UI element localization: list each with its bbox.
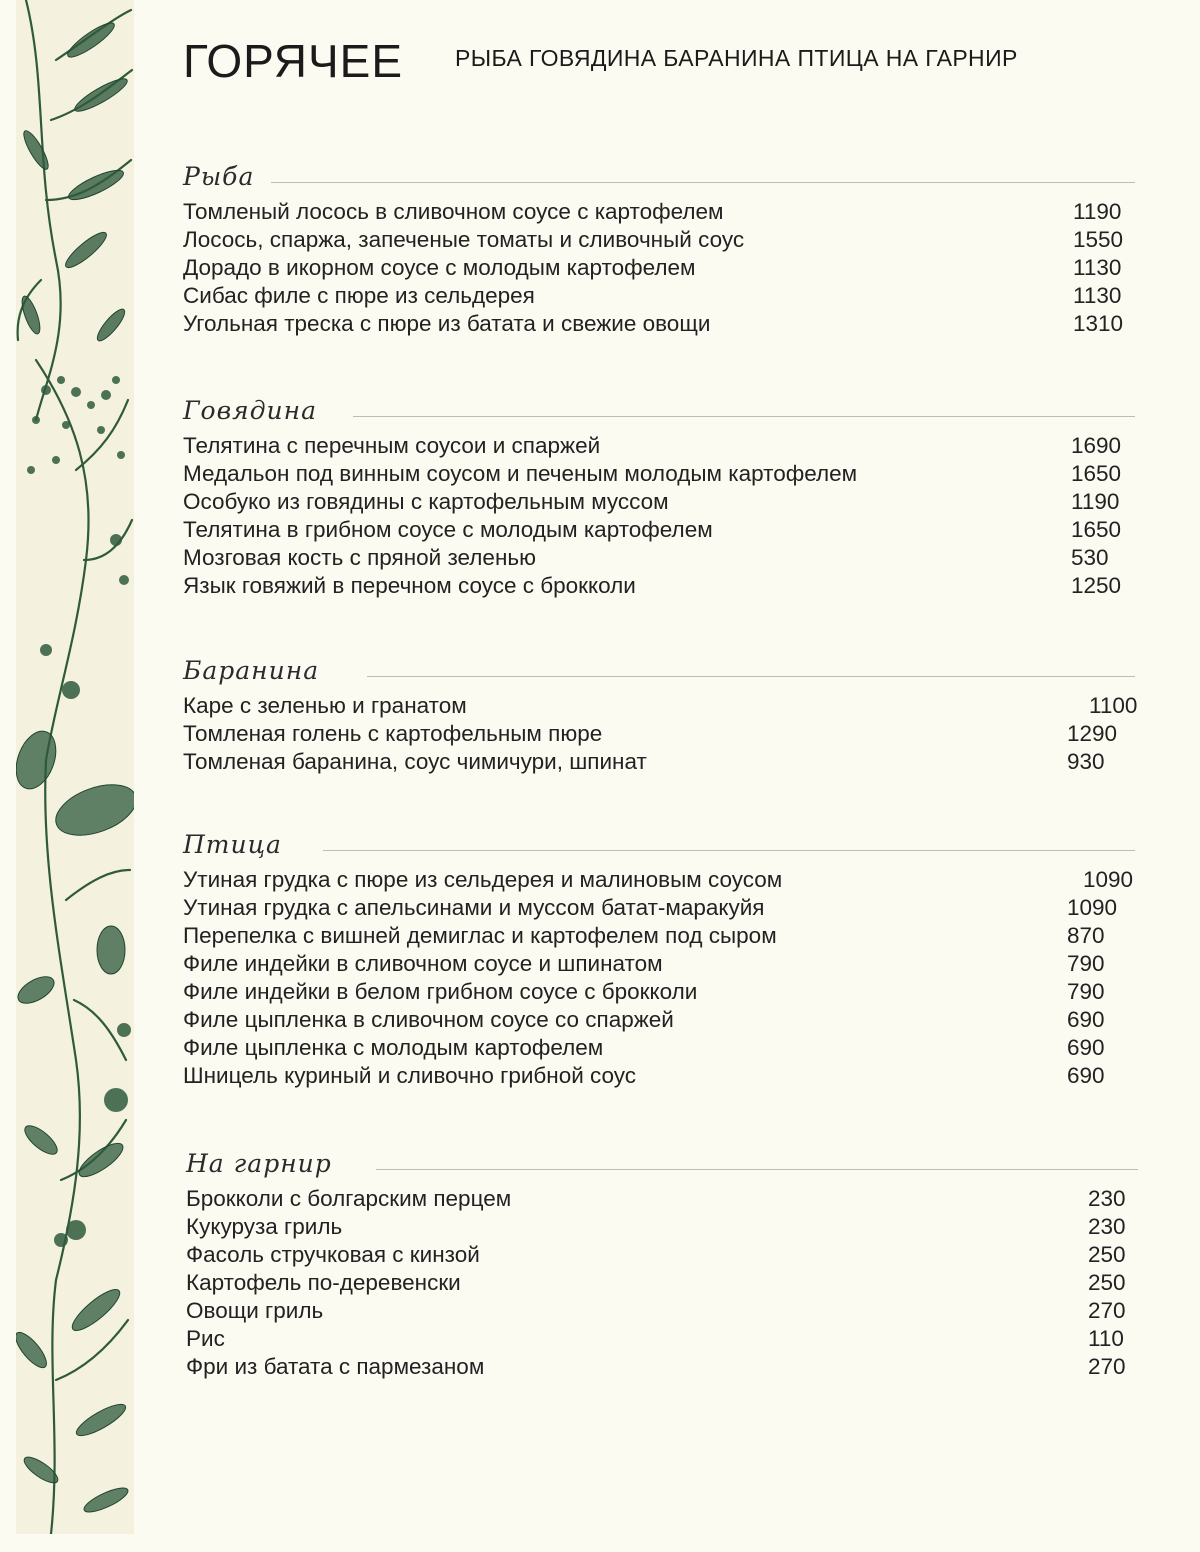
section-divider (353, 416, 1135, 417)
menu-item-list (183, 692, 1138, 776)
section-title: Птица (183, 830, 296, 859)
section-title: Рыба (183, 162, 268, 191)
item-price: 1310 (1073, 311, 1124, 336)
section-lamb (183, 656, 1138, 776)
item-name: Кукуруза гриль (186, 1214, 343, 1239)
item-name: Мозговая кость с пряной зеленью (183, 545, 536, 570)
item-name: Перепелка с вишней демиглас и картофелем под сыром (183, 923, 777, 948)
item-name: Телятина с перечным соусои и спаржей (183, 433, 601, 458)
menu-item (183, 978, 1135, 1006)
section-divider (271, 182, 1135, 183)
section-title: На гарнир (186, 1149, 346, 1178)
item-price: 1090 (1067, 895, 1118, 920)
page-title: ГОРЯЧЕЕ (183, 35, 404, 87)
menu-item-list (183, 432, 1135, 600)
item-price: 1650 (1071, 461, 1122, 486)
section-header (183, 656, 1135, 692)
item-price: 250 (1088, 1270, 1126, 1295)
item-name: Фри из батата с пармезаном (186, 1354, 485, 1379)
section-header (183, 162, 1135, 198)
item-name: Филе индейки в сливочном соусе и шпинатом (183, 951, 663, 976)
item-name: Язык говяжий в перечном соусе с брокколи (183, 573, 636, 598)
item-price: 1130 (1073, 255, 1122, 280)
item-price: 1690 (1071, 433, 1122, 458)
item-price: 230 (1088, 1186, 1126, 1211)
item-name: Сибас филе с пюре из сельдерея (183, 283, 535, 308)
item-price: 270 (1088, 1298, 1126, 1323)
menu-item (183, 460, 1135, 488)
menu-item (183, 572, 1135, 600)
section-divider (376, 1169, 1138, 1170)
menu-item (183, 254, 1135, 282)
item-price: 690 (1067, 1007, 1105, 1032)
menu-item (183, 198, 1135, 226)
menu-item-list (186, 1185, 1138, 1381)
item-name: Угольная треска с пюре из батата и свежие овощи (183, 311, 711, 336)
section-divider (367, 676, 1135, 677)
item-price: 690 (1067, 1063, 1105, 1088)
item-name: Фасоль стручковая с кинзой (186, 1242, 480, 1267)
item-price: 690 (1067, 1035, 1105, 1060)
menu-item (183, 226, 1135, 254)
item-name: Томленая голень с картофельным пюре (183, 721, 603, 746)
section-title: Говядина (183, 396, 331, 425)
item-price: 1290 (1067, 721, 1118, 746)
menu-item (183, 432, 1135, 460)
menu-item (183, 1034, 1135, 1062)
item-name: Овощи гриль (186, 1298, 324, 1323)
menu-item (183, 516, 1135, 544)
section-header (186, 1149, 1138, 1185)
menu-item (183, 894, 1135, 922)
menu-item (186, 1297, 1138, 1325)
item-price: 1550 (1073, 227, 1124, 252)
item-name: Томленый лосось в сливочном соусе с картофелем (183, 199, 724, 224)
menu-item-list (183, 198, 1135, 338)
item-name: Шницель куриный и сливочно грибной соус (183, 1063, 637, 1088)
section-sides (186, 1149, 1138, 1381)
page-subtitle: РЫБА ГОВЯДИНА БАРАНИНА ПТИЦА НА ГАРНИР (455, 45, 1018, 71)
item-price: 1100 (1089, 693, 1138, 718)
item-name: Филе цыпленка в сливочном соусе со спаржей (183, 1007, 674, 1032)
item-price: 270 (1088, 1354, 1126, 1379)
menu-item (183, 1006, 1135, 1034)
section-header (183, 396, 1135, 432)
menu-item (183, 692, 1138, 720)
section-beef (183, 396, 1135, 600)
item-name: Филе цыпленка с молодым картофелем (183, 1035, 604, 1060)
item-name: Каре с зеленью и гранатом (183, 693, 467, 718)
menu-item (183, 282, 1135, 310)
item-name: Утиная грудка с апельсинами и муссом батат-маракуйя (183, 895, 765, 920)
menu-item (186, 1185, 1138, 1213)
item-price: 930 (1067, 749, 1105, 774)
item-price: 1190 (1073, 199, 1122, 224)
item-price: 1250 (1071, 573, 1122, 598)
menu-item (186, 1269, 1138, 1297)
item-price: 110 (1088, 1326, 1124, 1351)
item-name: Лосось, спаржа, запеченые томаты и сливочный соус (183, 227, 745, 252)
item-name: Дорадо в икорном соусе с молодым картофелем (183, 255, 696, 280)
item-price: 1650 (1071, 517, 1122, 542)
botanical-illustration-border (16, 0, 134, 1534)
item-name: Филе индейки в белом грибном соусе с брокколи (183, 979, 698, 1004)
menu-item (186, 1241, 1138, 1269)
section-poultry (183, 830, 1135, 1090)
item-name: Томленая баранина, соус чимичури, шпинат (183, 749, 647, 774)
item-name: Особуко из говядины с картофельным муссом (183, 489, 669, 514)
section-header (183, 830, 1135, 866)
menu-item (183, 950, 1135, 978)
item-price: 790 (1067, 979, 1105, 1004)
menu-item (183, 310, 1135, 338)
item-price: 1090 (1083, 867, 1134, 892)
menu-item-list (183, 866, 1135, 1090)
item-name: Картофель по-деревенски (186, 1270, 461, 1295)
item-name: Медальон под винным соусом и печеным молодым картофелем (183, 461, 858, 486)
item-name: Утиная грудка с пюре из сельдерея и малиновым соусом (183, 867, 783, 892)
item-price: 1130 (1073, 283, 1122, 308)
section-divider (323, 850, 1135, 851)
menu-item (183, 720, 1135, 748)
menu-item (186, 1213, 1138, 1241)
item-price: 250 (1088, 1242, 1126, 1267)
item-price: 230 (1088, 1214, 1126, 1239)
section-fish (183, 162, 1135, 338)
item-price: 870 (1067, 923, 1105, 948)
menu-item (183, 1062, 1135, 1090)
menu-item (183, 866, 1135, 894)
item-price: 790 (1067, 951, 1105, 976)
item-price: 530 (1071, 545, 1109, 570)
menu-item (183, 488, 1135, 516)
menu-item (183, 922, 1135, 950)
menu-item (183, 544, 1135, 572)
item-name: Брокколи с болгарским перцем (186, 1186, 512, 1211)
menu-item (186, 1325, 1138, 1353)
item-name: Телятина в грибном соусе с молодым картофелем (183, 517, 713, 542)
section-title: Баранина (183, 656, 333, 685)
item-price: 1190 (1071, 489, 1120, 514)
botanical-illustration (16, 0, 134, 1534)
item-name: Рис (186, 1326, 225, 1351)
menu-item (186, 1353, 1138, 1381)
menu-item (183, 748, 1135, 776)
